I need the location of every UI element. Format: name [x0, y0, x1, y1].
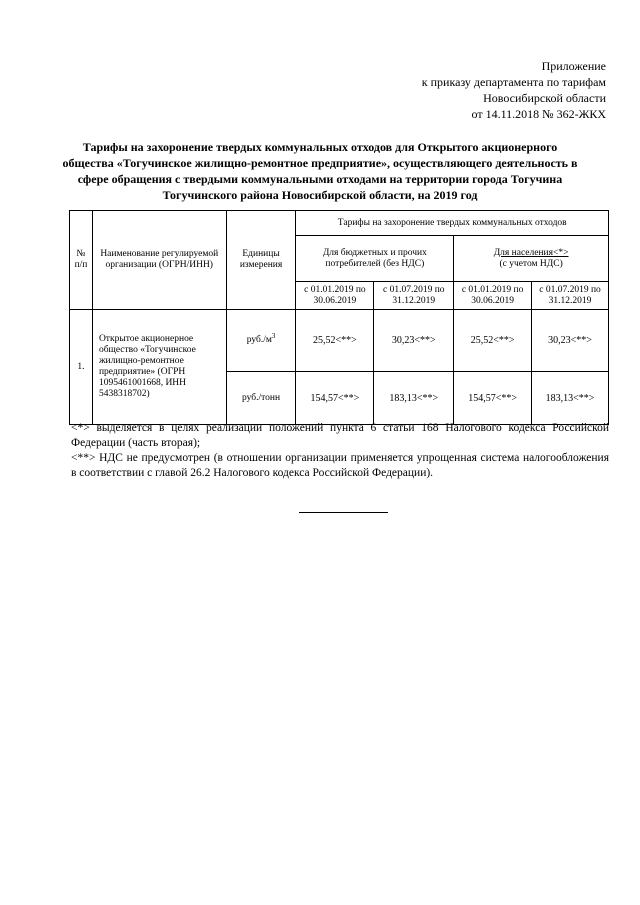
- tariff-value: 25,52<**>: [296, 310, 374, 372]
- unit-cubic-sup: 3: [271, 331, 276, 340]
- appendix-line: от 14.11.2018 № 362-ЖКХ: [471, 107, 606, 121]
- row-number: 1.: [70, 310, 93, 425]
- tariff-value: 154,57<**>: [454, 372, 532, 425]
- tariff-value: 30,23<**>: [374, 310, 454, 372]
- tariff-value: 183,13<**>: [374, 372, 454, 425]
- header-period: с 01.07.2019 по 31.12.2019: [532, 282, 609, 310]
- tariff-value: 154,57<**>: [296, 372, 374, 425]
- closing-rule: [299, 512, 388, 513]
- unit-cubic-text: руб./м: [246, 335, 272, 345]
- footnote-2: <**> НДС не предусмотрен (в отношении организации применяется упрощенная система налогообложения в соответствии с главой 26.2 Налогового кодекса Российской Федерации).: [71, 452, 609, 479]
- header-period: с 01.01.2019 по 30.06.2019: [454, 282, 532, 310]
- row-unit-cubic: [226, 310, 296, 372]
- tariff-table: [69, 210, 609, 425]
- header-tariffs: Тарифы на захоронение твердых коммунальных отходов: [296, 211, 609, 236]
- appendix-header: [422, 58, 606, 122]
- header-group-budget: Для бюджетных и прочих потребителей (без НДС): [296, 236, 454, 282]
- row-organization: Открытое акционерное общество «Тогучинское жилищно-ремонтное предприятие» (ОГРН 1095461001668, ИНН 5438318702): [92, 310, 226, 425]
- header-num: № п/п: [70, 211, 93, 310]
- tariff-value: 183,13<**>: [532, 372, 609, 425]
- header-organization: Наименование регулируемой организации (ОГРН/ИНН): [92, 211, 226, 310]
- tariff-value: 30,23<**>: [532, 310, 609, 372]
- header-period: с 01.07.2019 по 31.12.2019: [374, 282, 454, 310]
- appendix-line: Приложение: [541, 59, 606, 73]
- footnotes: [71, 421, 609, 481]
- document-title: Тарифы на захоронение твердых коммунальных отходов для Открытого акционерного общества «Тогучинское жилищно-ремонтное предприятие», осуществляющего деятельность в сфере обращения с твердыми коммунальными отходами на территории города Тогучина Тогучинского района Новосибирской области, на 2019 год: [62, 140, 578, 202]
- footnote-1: <*> выделяется в целях реализации положений пункта 6 статьи 168 Налогового кодекса Российской Федерации (часть вторая);: [71, 422, 609, 449]
- header-group-population: [454, 236, 609, 282]
- tariff-value: 25,52<**>: [454, 310, 532, 372]
- appendix-line: к приказу департамента по тарифам: [421, 75, 606, 89]
- header-units: Единицы измерения: [226, 211, 296, 310]
- header-group-population-line2: (с учетом НДС): [499, 258, 563, 269]
- appendix-line: Новосибирской области: [483, 91, 606, 105]
- header-group-population-line1: Для населения<*>: [493, 247, 569, 258]
- row-unit-ton: руб./тонн: [226, 372, 296, 425]
- header-period: с 01.01.2019 по 30.06.2019: [296, 282, 374, 310]
